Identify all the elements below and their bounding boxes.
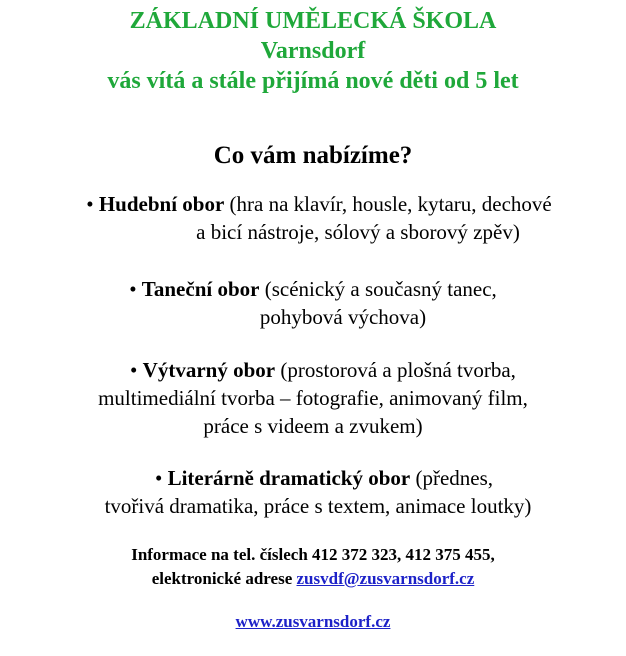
offer-item-desc: (hra na klavír, housle, kytaru, dechové <box>229 192 552 216</box>
offer-item-drama <box>0 464 626 520</box>
offer-item-dance <box>0 275 626 331</box>
contact-phone: Informace na tel. číslech 412 372 323, 412 375 455, <box>131 545 495 564</box>
bullet: • <box>130 358 138 382</box>
offer-item-desc: tvořivá dramatika, práce s textem, animace loutky) <box>104 494 532 518</box>
school-name: ZÁKLADNÍ UMĚLECKÁ ŠKOLA <box>129 8 497 34</box>
offer-item-desc: (scénický a současný tanec, <box>264 277 497 301</box>
bullet: • <box>129 277 137 301</box>
school-town: Varnsdorf <box>260 38 366 64</box>
bullet: • <box>154 466 163 490</box>
offer-item-name: Hudební obor <box>98 192 225 216</box>
offer-item-desc: (prostorová a plošná tvorba, <box>280 358 516 382</box>
email-link[interactable]: zusvdf@zusvarnsdorf.cz <box>296 569 475 588</box>
offer-item-desc: a bicí nástroje, sólový a sborový zpěv) <box>196 220 520 244</box>
website-row <box>0 612 626 632</box>
offer-item-art <box>0 356 626 440</box>
offer-item-desc: (přednes, <box>415 466 494 490</box>
contact-email-label: elektronické adrese <box>151 569 293 588</box>
offer-item-name: Literárně dramatický obor <box>167 466 411 490</box>
offer-item-desc: pohybová výchova) <box>259 305 427 329</box>
offer-title: Co vám nabízíme? <box>213 142 413 169</box>
offer-item-desc: práce s videem a zvukem) <box>203 414 423 438</box>
offer-item-name: Taneční obor <box>141 277 260 301</box>
contact-info <box>0 543 626 591</box>
welcome-line: vás vítá a stále přijímá nové děti od 5 let <box>107 68 519 94</box>
offer-item-name: Výtvarný obor <box>142 358 276 382</box>
website-link[interactable]: www.zusvarnsdorf.cz <box>235 612 391 631</box>
school-header <box>0 6 626 96</box>
offer-item-desc: multimediální tvorba – fotografie, animovaný film, <box>98 386 528 410</box>
offer-item-music <box>0 190 626 246</box>
bullet: • <box>86 192 94 216</box>
